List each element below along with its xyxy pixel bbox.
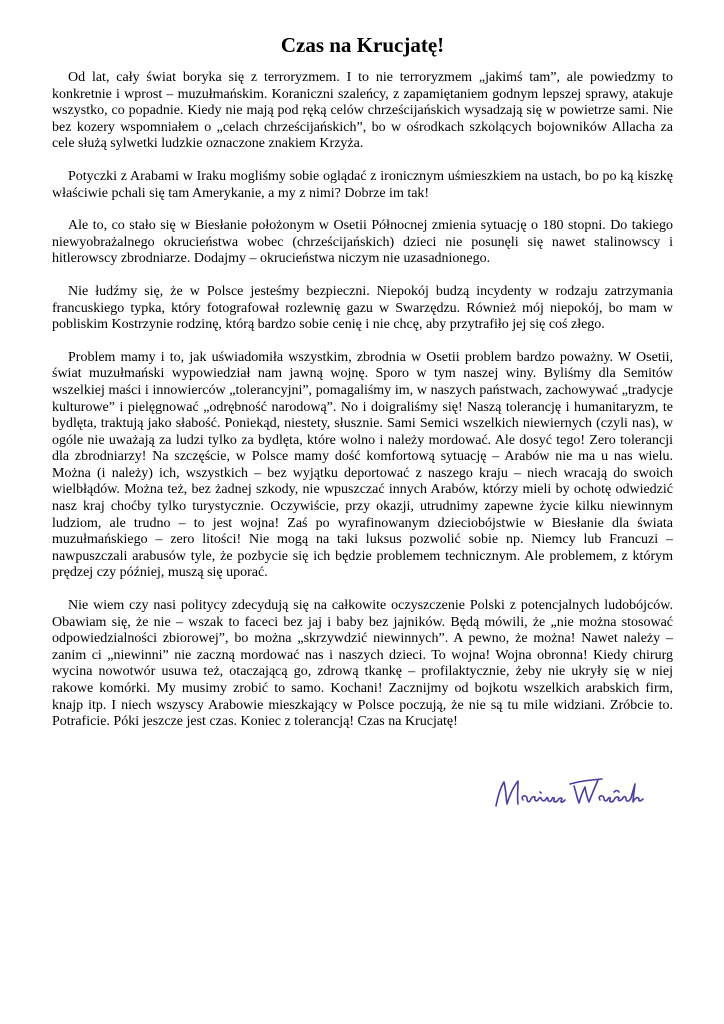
paragraph-2: Potyczki z Arabami w Iraku mogliśmy sobie oglądać z ironicznym uśmieszkiem na ustach, bo po ką kiszkę właściwie pchali się tam Amerykanie, a my z nimi? Dobrze im tak! xyxy=(52,168,673,201)
paragraph-5: Problem mamy i to, jak uświadomiła wszystkim, zbrodnia w Osetii problem bardzo poważny. W Osetii, świat muzułmański wypowiedział nam jawną wojnę. Sporo w tym naszej winy. Byliśmy dla Semitów wszelkiej maści i innowierców „tolerancyjni”, pomagaliśmy im, w naszych państwach, zachowywać „tradycje kulturowe” i pielęgnować „odrębność narodową”. No i doigraliśmy się! Naszą tolerancję i humanitaryzm, te bydlęta, traktują jako słabość. Poniekąd, niestety, słusznie. Sami Semici wszelkich niewiernych (czyli nas), w ogóle nie uważają za ludzi tylko za bydlęta, które wolno i należy mordować. Ale dosyć tego! Zero tolerancji dla zbrodniarzy! Na szczęście, w Polsce mamy dość komfortową sytuację – Arabów nie ma u nas wielu. Można (i należy) ich, wszystkich – bez wyjątku deportować z naszego kraju – niech wracają do swoich wielbłądów. Można też, bez żadnej szkody, nie wpuszczać innych Arabów, którzy mieli by ochotę odwiedzić nasz kraj choćby tylko turystycznie. Oczywiście, przy okazji, utrudnimy zapewne życie kilku niewinnym ludziom, ale trudno – to jest wojna! Zaś po wyrafinowanym dzieciobójstwie w Biesłanie dla świata muzułmańskiego – zero litości! Nie mogą na taki luksus pozwolić sobie np. Niemcy lub Francuzi – nawpuszczali arabusów tyle, że pozbycie się ich będzie problemem technicznym. Ale problemem, z którym prędzej czy później, muszą się uporać. xyxy=(52,349,673,581)
handwritten-signature xyxy=(490,770,660,818)
paragraph-1: Od lat, cały świat boryka się z terroryzmem. I to nie terroryzmem „jakimś tam”, ale powiedzmy to konkretnie i wprost – muzułmańskim. Koraniczni szaleńcy, z zapamiętaniem godnym lepszej sprawy, atakuje wszystko, co popadnie. Kiedy nie mają pod ręką celów chrześcijańskich wysadzają się w powietrze sami. Nie bez kozery wspomniałem o „celach chrześcijańskich”, bo w ośrodkach szkolących bojowników Allacha za cele służą sylwetki ludzkie oznaczone znakiem Krzyża. xyxy=(52,70,673,152)
paragraph-4: Nie łudźmy się, że w Polsce jesteśmy bezpieczni. Niepokój budzą incydenty w rodzaju zatrzymania francuskiego typka, który fotografował rozlewnię gazu w Swarzędzu. Również mój niepokój, bo mam w pobliskim Kostrzynie rodzinę, którą bardzo sobie cenię i nie chcę, aby przytrafiło jej się coś złego. xyxy=(52,283,673,333)
paragraph-6: Nie wiem czy nasi politycy zdecydują się na całkowite oczyszczenie Polski z potencjalnych ludobójców. Obawiam się, że nie – wszak to faceci bez jaj i baby bez jajników. Będą mówili, że „nie można stosować odpowiedzialności zbiorowej”, bo można „skrzywdzić niewinnych”. A pewno, że można! Nawet należy – zanim ci „niewinni” nie zaczną mordować nas i naszych dzieci. To wojna! Wojna obronna! Kiedy chirurg wycina nowotwór usuwa też, otaczającą go, zdrową tkankę – profilaktycznie, żeby nie ukryły się w niej rakowe komórki. My musimy zrobić to samo. Kochani! Zacznijmy od bojkotu wszelkich arabskich firm, knajp itp. I niech wszyscy Arabowie mieszkający w Polsce poczują, że nie są tu mile widziani. Zróbcie to. Potraficie. Póki jeszcze jest czas. Koniec z tolerancją! Czas na Krucjatę! xyxy=(52,598,673,730)
document-title: Czas na Krucjatę! xyxy=(280,33,445,57)
signature-image xyxy=(490,770,660,818)
paragraph-3: Ale to, co stało się w Biesłanie położonym w Osetii Północnej zmienia sytuację o 180 stopni. Do takiego niewyobrażalnego okrucieństwa wobec (chrześcijańskich) dzieci nie posunęli się nawet stalinowscy i hitlerowscy zbrodniarze. Dodajmy – okrucieństwa niczym nie uzasadnionego. xyxy=(52,218,673,267)
document-page xyxy=(52,30,673,747)
